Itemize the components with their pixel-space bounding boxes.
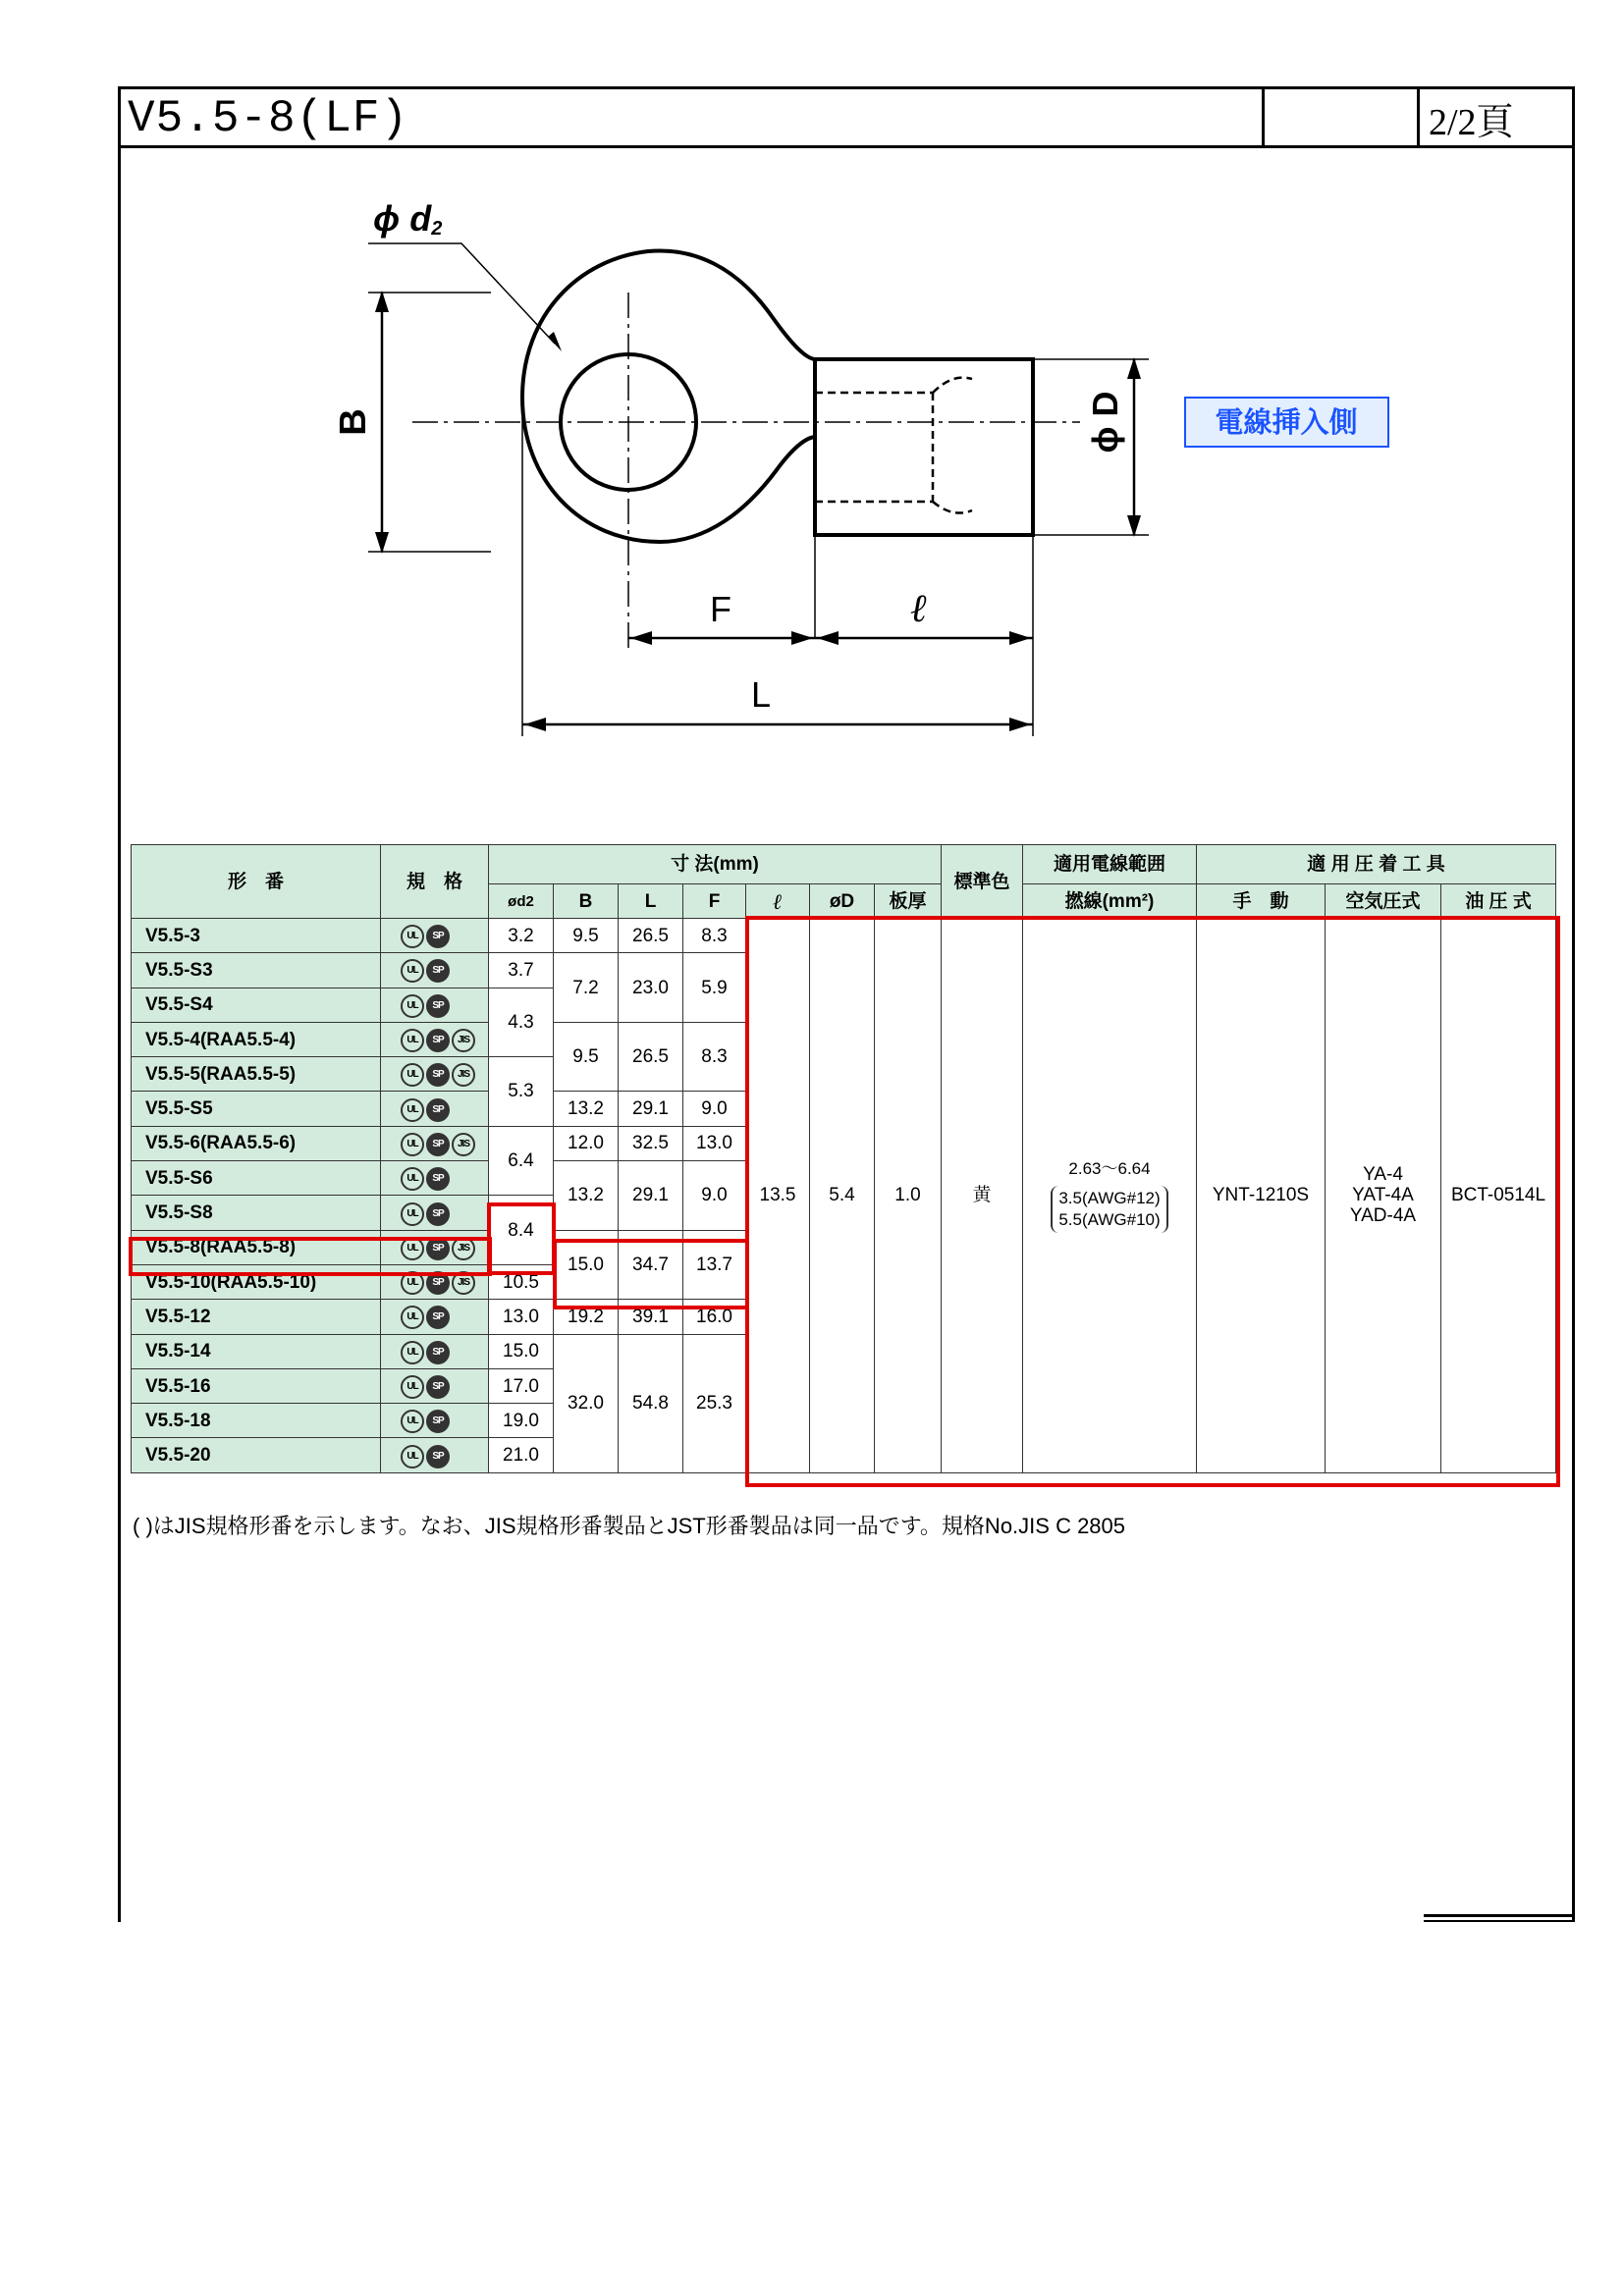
model-cell: V5.5-14 — [132, 1334, 381, 1368]
B-cell: 13.2 — [554, 1161, 619, 1231]
d2-cell: 8.4 — [489, 1196, 554, 1265]
D-cell: 5.4 — [810, 919, 875, 1473]
F-cell: 9.0 — [683, 1092, 746, 1126]
dim-label-phi-D: ϕ D — [1085, 391, 1125, 454]
L-cell: 34.7 — [619, 1230, 683, 1300]
d2-cell: 10.5 — [489, 1264, 554, 1299]
F-cell: 16.0 — [683, 1300, 746, 1334]
col-header-thickness: 板厚 — [875, 884, 942, 919]
dim-label-L: L — [750, 674, 772, 715]
B-cell: 15.0 — [554, 1230, 619, 1300]
d2-cell: 4.3 — [489, 988, 554, 1057]
d2-cell: 17.0 — [489, 1368, 554, 1403]
L-cell: 26.5 — [619, 1022, 683, 1092]
col-header-tools: 適 用 圧 着 工 具 — [1197, 845, 1556, 884]
B-cell: 9.5 — [554, 919, 619, 953]
model-cell: V5.5-6(RAA5.5-6) — [132, 1126, 381, 1160]
frame-top-border — [118, 86, 1575, 89]
B-cell: 7.2 — [554, 953, 619, 1023]
model-cell: V5.5-5(RAA5.5-5) — [132, 1057, 381, 1092]
col-header-standard: 規 格 — [381, 845, 489, 919]
model-cell: V5.5-4(RAA5.5-4) — [132, 1022, 381, 1056]
model-cell: V5.5-20 — [132, 1438, 381, 1472]
footnote: ( )はJIS規格形番を示します。なお、JIS規格形番製品とJST形番製品は同一品です。規格No.JIS C 2805 — [133, 1514, 1126, 1538]
header-cell-divider — [1417, 86, 1420, 147]
dim-label-F: F — [710, 589, 731, 629]
document-title: V5.5-8(LF) — [128, 93, 409, 144]
standard-marks: UL SP — [381, 988, 489, 1022]
model-cell: V5.5-S4 — [132, 988, 381, 1022]
model-cell: V5.5-16 — [132, 1368, 381, 1403]
standard-marks: UL SP — [381, 1334, 489, 1368]
col-header-l: ℓ — [746, 884, 810, 919]
model-cell: V5.5-12 — [132, 1300, 381, 1334]
B-cell: 32.0 — [554, 1334, 619, 1472]
dim-label-l: ℓ — [910, 586, 928, 630]
d2-cell: 19.0 — [489, 1404, 554, 1438]
bottom-rule — [1424, 1914, 1575, 1917]
col-header-d2: ød2 — [489, 884, 554, 919]
col-header-color: 標準色 — [942, 845, 1023, 919]
B-cell: 19.2 — [554, 1300, 619, 1334]
B-cell: 9.5 — [554, 1022, 619, 1092]
L-cell: 29.1 — [619, 1092, 683, 1126]
phi-d2-label: ϕ d — [373, 198, 432, 239]
F-cell: 13.0 — [683, 1126, 746, 1160]
model-cell: V5.5-S8 — [132, 1196, 381, 1230]
tool-manual-cell: YNT-1210S — [1197, 919, 1326, 1473]
col-header-L: L — [619, 884, 683, 919]
d2-cell: 15.0 — [489, 1334, 554, 1368]
L-cell: 32.5 — [619, 1126, 683, 1160]
tool-air-2: YAT-4A — [1352, 1185, 1414, 1206]
col-header-manual: 手 動 — [1197, 884, 1326, 919]
standard-marks: UL SP JIS — [381, 1230, 489, 1264]
bottom-rule — [1424, 1920, 1575, 1922]
standard-marks: UL SP JIS — [381, 1264, 489, 1299]
B-cell: 13.2 — [554, 1092, 619, 1126]
d2-cell: 21.0 — [489, 1438, 554, 1472]
L-cell: 23.0 — [619, 953, 683, 1023]
standard-marks: UL SP — [381, 919, 489, 953]
L-cell: 26.5 — [619, 919, 683, 953]
F-cell: 8.3 — [683, 1022, 746, 1092]
F-cell: 9.0 — [683, 1161, 746, 1231]
col-header-hydraulic: 油 圧 式 — [1441, 884, 1556, 919]
standard-marks: UL SP — [381, 1300, 489, 1334]
highlight-common-specs — [745, 916, 1560, 1487]
frame-right-border — [1572, 86, 1575, 1922]
model-cell: V5.5-3 — [132, 919, 381, 953]
standard-marks: UL SP — [381, 1196, 489, 1230]
col-header-air: 空気圧式 — [1326, 884, 1441, 919]
model-cell: V5.5-S5 — [132, 1092, 381, 1126]
L-cell: 39.1 — [619, 1300, 683, 1334]
thickness-cell: 1.0 — [875, 919, 942, 1473]
col-header-wire-range: 適用電線範囲 — [1023, 845, 1197, 884]
highlight-d2-cell — [487, 1202, 556, 1275]
d2-cell: 5.3 — [489, 1057, 554, 1127]
B-cell: 12.0 — [554, 1126, 619, 1160]
standard-marks: UL SP — [381, 1368, 489, 1403]
model-cell: V5.5-18 — [132, 1404, 381, 1438]
col-header-model: 形 番 — [132, 845, 381, 919]
standard-marks: UL SP JIS — [381, 1057, 489, 1092]
F-cell: 5.9 — [683, 953, 746, 1023]
highlight-model-row — [129, 1237, 492, 1276]
frame-left-border — [118, 86, 121, 1922]
standard-marks: UL SP — [381, 1404, 489, 1438]
phi-d2-subscript: 2 — [431, 218, 443, 240]
d2-cell: 6.4 — [489, 1126, 554, 1196]
col-header-F: F — [683, 884, 746, 919]
color-cell: 黄 — [942, 919, 1023, 1473]
header-cell-divider — [1262, 86, 1265, 147]
standard-marks: UL SP — [381, 953, 489, 988]
ring-terminal-drawing — [295, 187, 1414, 756]
standard-marks: UL SP JIS — [381, 1126, 489, 1160]
col-header-D: øD — [810, 884, 875, 919]
standard-marks: UL SP — [381, 1092, 489, 1126]
wire-awg-1: 3.5(AWG#12) — [1058, 1188, 1161, 1207]
standard-marks: UL SP — [381, 1438, 489, 1472]
standard-marks: UL SP JIS — [381, 1022, 489, 1056]
model-cell: V5.5-S3 — [132, 953, 381, 988]
tool-air-3: YAD-4A — [1349, 1205, 1417, 1227]
tool-air-1: YA-4 — [1363, 1164, 1403, 1186]
model-cell: V5.5-8(RAA5.5-8) — [132, 1230, 381, 1264]
wire-awg-2: 5.5(AWG#10) — [1058, 1209, 1161, 1229]
d2-cell: 3.7 — [489, 953, 554, 988]
model-cell: V5.5-S6 — [132, 1161, 381, 1196]
l-cell: 13.5 — [746, 919, 810, 1473]
d2-cell: 13.0 — [489, 1300, 554, 1334]
dim-label-B: B — [333, 408, 374, 436]
page-number: 2/2頁 — [1429, 102, 1514, 143]
model-cell: V5.5-10(RAA5.5-10) — [132, 1264, 381, 1299]
col-header-dims: 寸 法(mm) — [489, 845, 942, 884]
F-cell: 8.3 — [683, 919, 746, 953]
L-cell: 29.1 — [619, 1161, 683, 1231]
d2-cell: 3.2 — [489, 919, 554, 953]
F-cell: 25.3 — [683, 1334, 746, 1472]
tool-hydraulic-cell: BCT-0514L — [1441, 919, 1556, 1473]
col-header-wire-sub: 撚線(mm²) — [1023, 884, 1197, 919]
col-header-B: B — [554, 884, 619, 919]
F-cell: 13.7 — [683, 1230, 746, 1300]
wire-range-mm2: 2.63〜6.64 — [1068, 1158, 1151, 1178]
standard-marks: UL SP — [381, 1161, 489, 1196]
terminal-barrel — [815, 359, 1033, 535]
wire-insert-side-label: 電線挿入側 — [1215, 405, 1358, 439]
svg-text:ϕ d2 — [373, 198, 442, 240]
highlight-dims-cell — [553, 1239, 749, 1309]
L-cell: 54.8 — [619, 1334, 683, 1472]
